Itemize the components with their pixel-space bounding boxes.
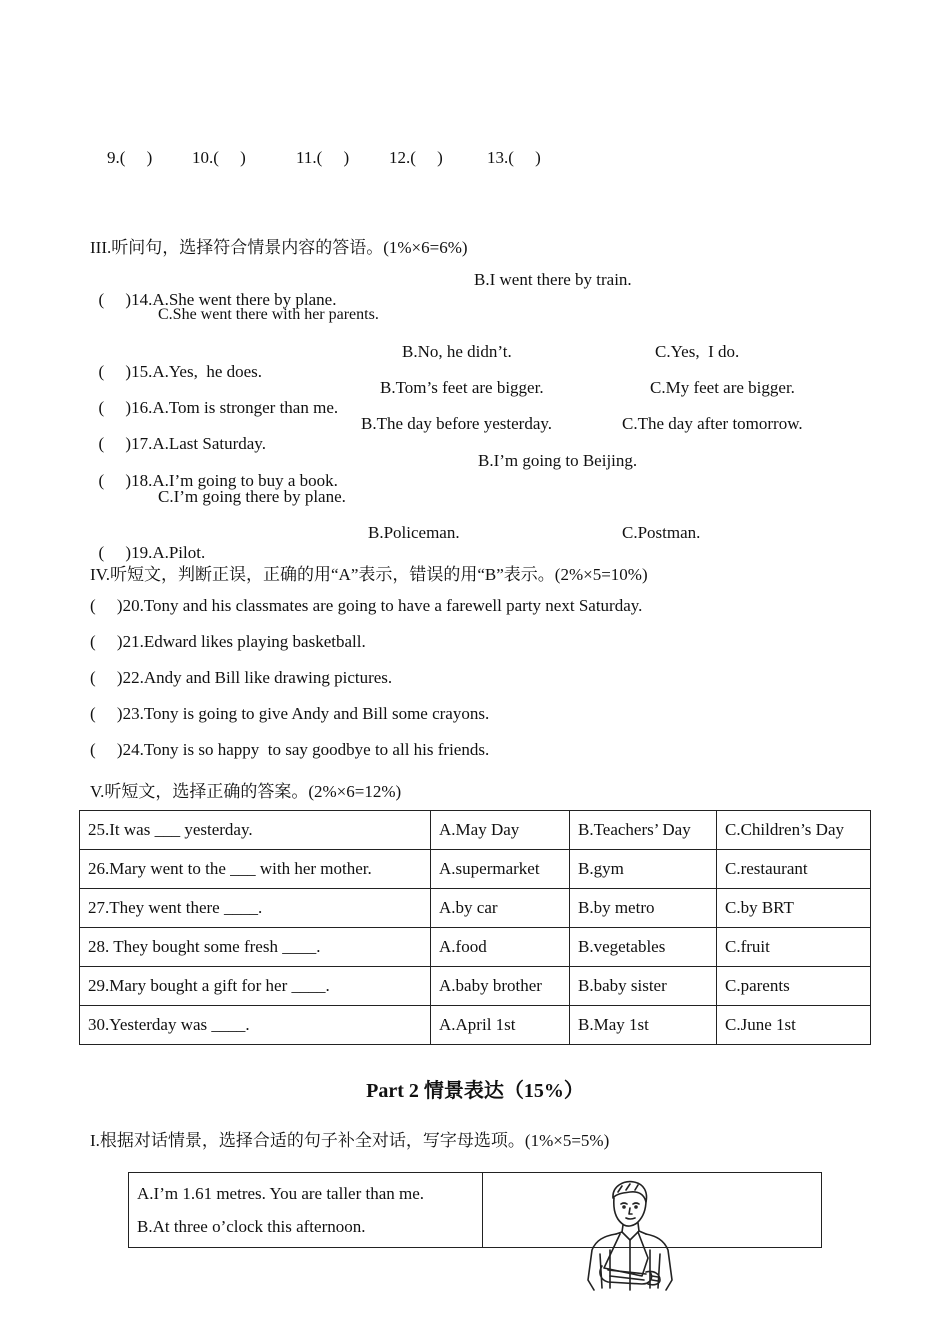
question-number[interactable]: ( )18. [98, 471, 153, 490]
option-b-text: B.At three o’clock this afternoon. [137, 1217, 366, 1236]
part2-heading: I.根据对话情景，选择合适的句子补全对话，写字母选项。(1%×5=5%) [90, 1131, 610, 1150]
option-b: B.I went there by train. [474, 270, 632, 289]
choice-cell[interactable]: A.baby brother [431, 967, 570, 1006]
question-cell: 30.Yesterday was ____. [80, 1006, 431, 1045]
choice-cell[interactable]: A.by car [431, 889, 570, 928]
option-a: A.Pilot. [152, 543, 206, 562]
part2-options-table [128, 1172, 822, 1248]
boy-with-arm-sling-illustration [580, 1180, 676, 1292]
table-row [80, 928, 871, 967]
choice-cell[interactable]: C.June 1st [717, 1006, 871, 1045]
table-row [80, 889, 871, 928]
option-a: A.She went there by plane. [152, 290, 337, 309]
option-c: C.Yes, I do. [655, 342, 740, 361]
question-number[interactable]: ( )14. [98, 290, 153, 309]
choice-cell[interactable]: B.May 1st [570, 1006, 717, 1045]
choice-cell[interactable]: B.baby sister [570, 967, 717, 1006]
question-number[interactable]: ( )19. [98, 543, 153, 562]
question-number[interactable]: ( )15. [98, 362, 153, 381]
option-c: C.The day after tomorrow. [622, 414, 803, 433]
table-row [129, 1173, 822, 1248]
option-b: B.No, he didn’t. [402, 342, 512, 361]
choice-cell[interactable]: B.gym [570, 850, 717, 889]
choice-cell[interactable]: C.by BRT [717, 889, 871, 928]
table-row [80, 967, 871, 1006]
choice-cell[interactable]: B.Teachers’ Day [570, 811, 717, 850]
option-a: A.Tom is stronger than me. [152, 398, 339, 417]
statement-22[interactable]: ( )22.Andy and Bill like drawing pictures. [90, 668, 393, 687]
question-cell: 26.Mary went to the ___ with her mother. [80, 850, 431, 889]
choice-cell[interactable]: C.parents [717, 967, 871, 1006]
option-b: B.Policeman. [368, 523, 460, 542]
statement-23[interactable]: ( )23.Tony is going to give Andy and Bill some crayons. [90, 704, 490, 723]
section5-heading: V.听短文，选择正确的答案。(2%×6=12%) [90, 782, 402, 801]
question-cell: 28. They bought some fresh ____. [80, 928, 431, 967]
answer-blank-9[interactable]: 9.( ) [107, 148, 153, 167]
question-number[interactable]: ( )17. [98, 434, 153, 453]
answer-blank-13[interactable]: 13.( ) [487, 148, 541, 167]
table-row [80, 850, 871, 889]
question-cell: 27.They went there ____. [80, 889, 431, 928]
option-a: A.I’m going to buy a book. [152, 471, 338, 490]
choice-cell[interactable]: A.May Day [431, 811, 570, 850]
option-a-text: A.I’m 1.61 metres. You are taller than me. [137, 1184, 425, 1203]
choice-cell[interactable]: C.fruit [717, 928, 871, 967]
answer-blank-12[interactable]: 12.( ) [389, 148, 443, 167]
table-row [80, 811, 871, 850]
option-b: B.The day before yesterday. [361, 414, 553, 433]
section5-answer-table [79, 810, 871, 1045]
choice-cell[interactable]: A.food [431, 928, 570, 967]
question-cell: 25.It was ___ yesterday. [80, 811, 431, 850]
section4-heading: IV.听短文，判断正误，正确的用“A”表示，错误的用“B”表示。(2%×5=10%) [90, 565, 648, 584]
choice-cell[interactable]: B.by metro [570, 889, 717, 928]
option-c: C.Postman. [622, 523, 701, 542]
question-14-option-c: C.She went there with her parents. [158, 306, 379, 323]
option-a: A.Yes, he does. [152, 362, 263, 381]
option-b: B.Tom’s feet are bigger. [380, 378, 544, 397]
choice-cell[interactable]: B.vegetables [570, 928, 717, 967]
question-number[interactable]: ( )16. [98, 398, 153, 417]
question-18-option-c: C.I’m going there by plane. [158, 487, 346, 506]
statement-20[interactable]: ( )20.Tony and his classmates are going to have a farewell party next Saturday. [90, 596, 643, 615]
choice-cell[interactable]: C.Children’s Day [717, 811, 871, 850]
section3-heading: III.听问句，选择符合情景内容的答语。(1%×6=6%) [90, 238, 468, 257]
answer-blank-10[interactable]: 10.( ) [192, 148, 246, 167]
question-cell: 29.Mary bought a gift for her ____. [80, 967, 431, 1006]
option-c: C.My feet are bigger. [650, 378, 795, 397]
choice-cell[interactable]: A.supermarket [431, 850, 570, 889]
choice-cell[interactable]: A.April 1st [431, 1006, 570, 1045]
statement-24[interactable]: ( )24.Tony is so happy to say goodbye to all his friends. [90, 740, 490, 759]
option-b: B.I’m going to Beijing. [478, 451, 638, 470]
choice-cell[interactable]: C.restaurant [717, 850, 871, 889]
options-cell [129, 1173, 483, 1248]
option-a: A.Last Saturday. [152, 434, 266, 453]
statement-21[interactable]: ( )21.Edward likes playing basketball. [90, 632, 366, 651]
part2-title: Part 2 情景表达（15%） [366, 1080, 584, 1102]
table-row [80, 1006, 871, 1045]
answer-blank-11[interactable]: 11.( ) [296, 148, 350, 167]
